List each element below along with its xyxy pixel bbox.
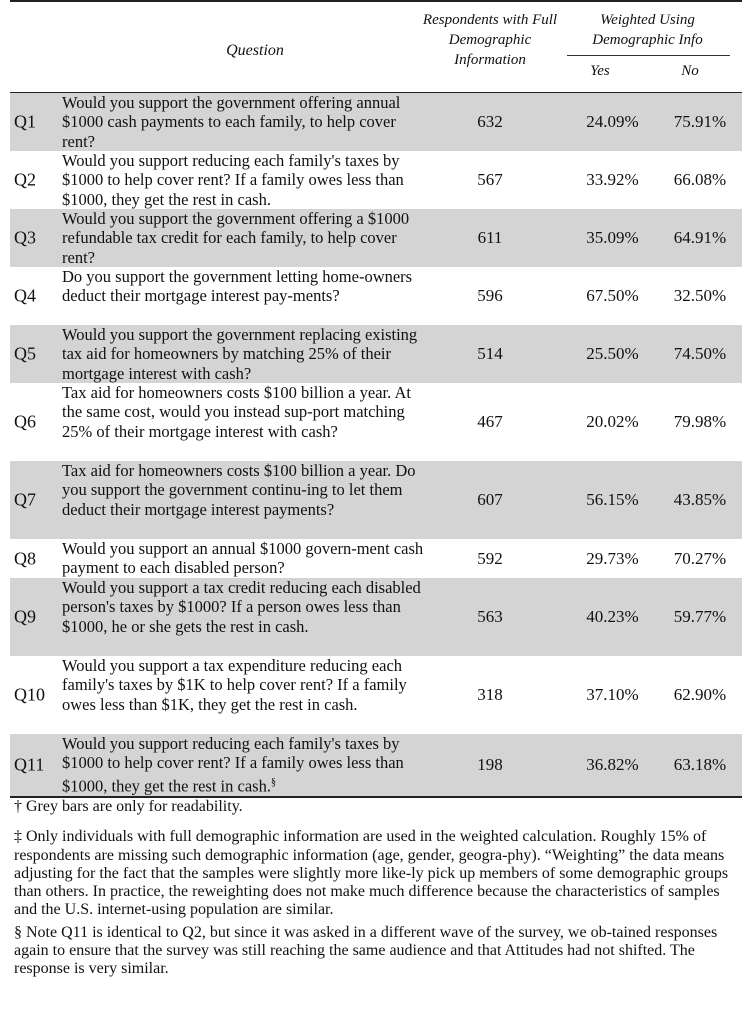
question-text [62,734,432,796]
table-row [10,383,742,461]
table-row [10,93,742,151]
survey-table [10,93,742,796]
no-percent: 74.50% [673,344,727,363]
header-question: Question [226,42,284,59]
header-no: No [681,63,699,79]
question-text: Do you support the government letting home-owners deduct their mortgage interest pay-ments? [62,267,413,306]
footnote-dagger: † Grey bars are only for readability. [14,798,243,815]
question-text: Tax aid for homeowners costs $100 billion a year. At the same cost, would you instead sup-port matching 25% of their mortgage interest with cash? [62,383,411,441]
question-text: Would you support the government replacing existing tax aid for homeowners by matching 25% of their mortgage interest with cash? [62,325,418,383]
question-text: Would you support reducing each family's taxes by $1000 to help cover rent? If a family owes less than $1000, they get the rest in cash. [62,151,404,209]
question-text: Would you support the government offering a $1000 refundable tax credit for each family, to help cover rent? [62,209,410,267]
footnote-section: § Note Q11 is identical to Q2, but since it was asked in a different wave of the survey, we ob-tained responses again to ensure that the survey was still reaching the same audience and that Attitudes had not shifted. The response is very similar. [14,923,718,978]
table-row [10,656,742,734]
section-mark: § [270,776,276,788]
no-percent: 59.77% [673,607,727,626]
no-percent: 32.50% [673,286,727,305]
table-row [10,325,742,383]
header-divider [567,55,730,56]
respondents-count: 318 [477,685,503,704]
respondents-count: 514 [477,344,503,363]
table-row [10,461,742,539]
yes-percent: 35.09% [586,228,639,247]
respondents-count: 592 [477,548,503,568]
question-id: Q3 [14,227,36,248]
respondents-count: 607 [477,490,503,509]
table-row [10,734,742,796]
respondents-count: 563 [477,607,503,626]
table-row [10,539,742,578]
question-text: Would you support a tax expenditure reducing each family's taxes by $1K to help cover rent? If a family owes less than $1K, they get the rest in cash. [62,656,407,714]
question-id: Q11 [14,754,45,775]
no-percent: 62.90% [673,685,727,704]
no-percent: 75.91% [673,112,727,131]
respondents-count: 611 [477,228,503,247]
question-id: Q9 [14,606,36,627]
header-respondents: Respondents with Full Demographic Information [422,12,558,68]
table-row [10,209,742,267]
question-id: Q2 [14,169,36,190]
header-yes: Yes [590,63,610,79]
question-id: Q10 [14,684,45,705]
question-text: Would you support the government offering annual $1000 cash payments to each family, to help cover rent? [62,93,401,151]
no-percent: 64.91% [673,228,727,247]
table-row [10,151,742,209]
no-percent: 66.08% [673,170,727,189]
respondents-count: 632 [477,112,503,131]
question-id: Q4 [14,285,36,306]
question-text: Would you support a tax credit reducing each disabled person's taxes by $1000? If a person owes less than $1000, he or she gets the rest in cash. [62,578,421,636]
yes-percent: 37.10% [586,685,639,704]
question-id: Q1 [14,111,36,132]
respondents-count: 467 [477,412,503,431]
yes-percent: 56.15% [586,490,639,509]
respondents-count: 567 [477,170,503,189]
yes-percent: 36.82% [586,755,639,774]
table-row [10,578,742,656]
no-percent: 63.18% [673,755,727,774]
yes-percent: 20.02% [586,412,639,431]
header-weighted: Weighted Using Demographic Info [592,12,703,48]
table-row [10,267,742,325]
question-id: Q8 [14,548,36,568]
question-text: Tax aid for homeowners costs $100 billion a year. Do you support the government continu-ing to let them deduct their mortgage interest payments? [62,461,416,519]
question-text-body: Would you support reducing each family's taxes by $1000 to help cover rent? If a family owes less than $1000, they get the rest in cash. [62,734,404,796]
question-id: Q5 [14,343,36,364]
yes-percent: 25.50% [586,344,639,363]
yes-percent: 29.73% [586,548,639,568]
respondents-count: 198 [477,755,503,774]
no-percent: 43.85% [673,490,727,509]
footnotes [14,798,739,979]
no-percent: 79.98% [673,412,727,431]
no-percent: 70.27% [673,548,727,568]
footnote-double-dagger: ‡ Only individuals with full demographic information are used in the weighted calculation. Roughly 15% of respondents are missing such demographic information (age, gender, geogra-phy). “Weighting” the data means adjusting for the fact that the samples were slightly more like-ly pick up members of some demographic groups than others. In practice, the reweighting does not make much difference because the characteristics of samples and the U.S. internet-using population are similar. [14,828,729,919]
yes-percent: 40.23% [586,607,639,626]
yes-percent: 67.50% [586,286,639,305]
question-id: Q6 [14,411,36,432]
yes-percent: 24.09% [586,112,639,131]
yes-percent: 33.92% [586,170,639,189]
question-text: Would you support an annual $1000 govern-ment cash payment to each disabled person? [62,539,424,578]
question-id: Q7 [14,489,36,510]
respondents-count: 596 [477,286,503,305]
